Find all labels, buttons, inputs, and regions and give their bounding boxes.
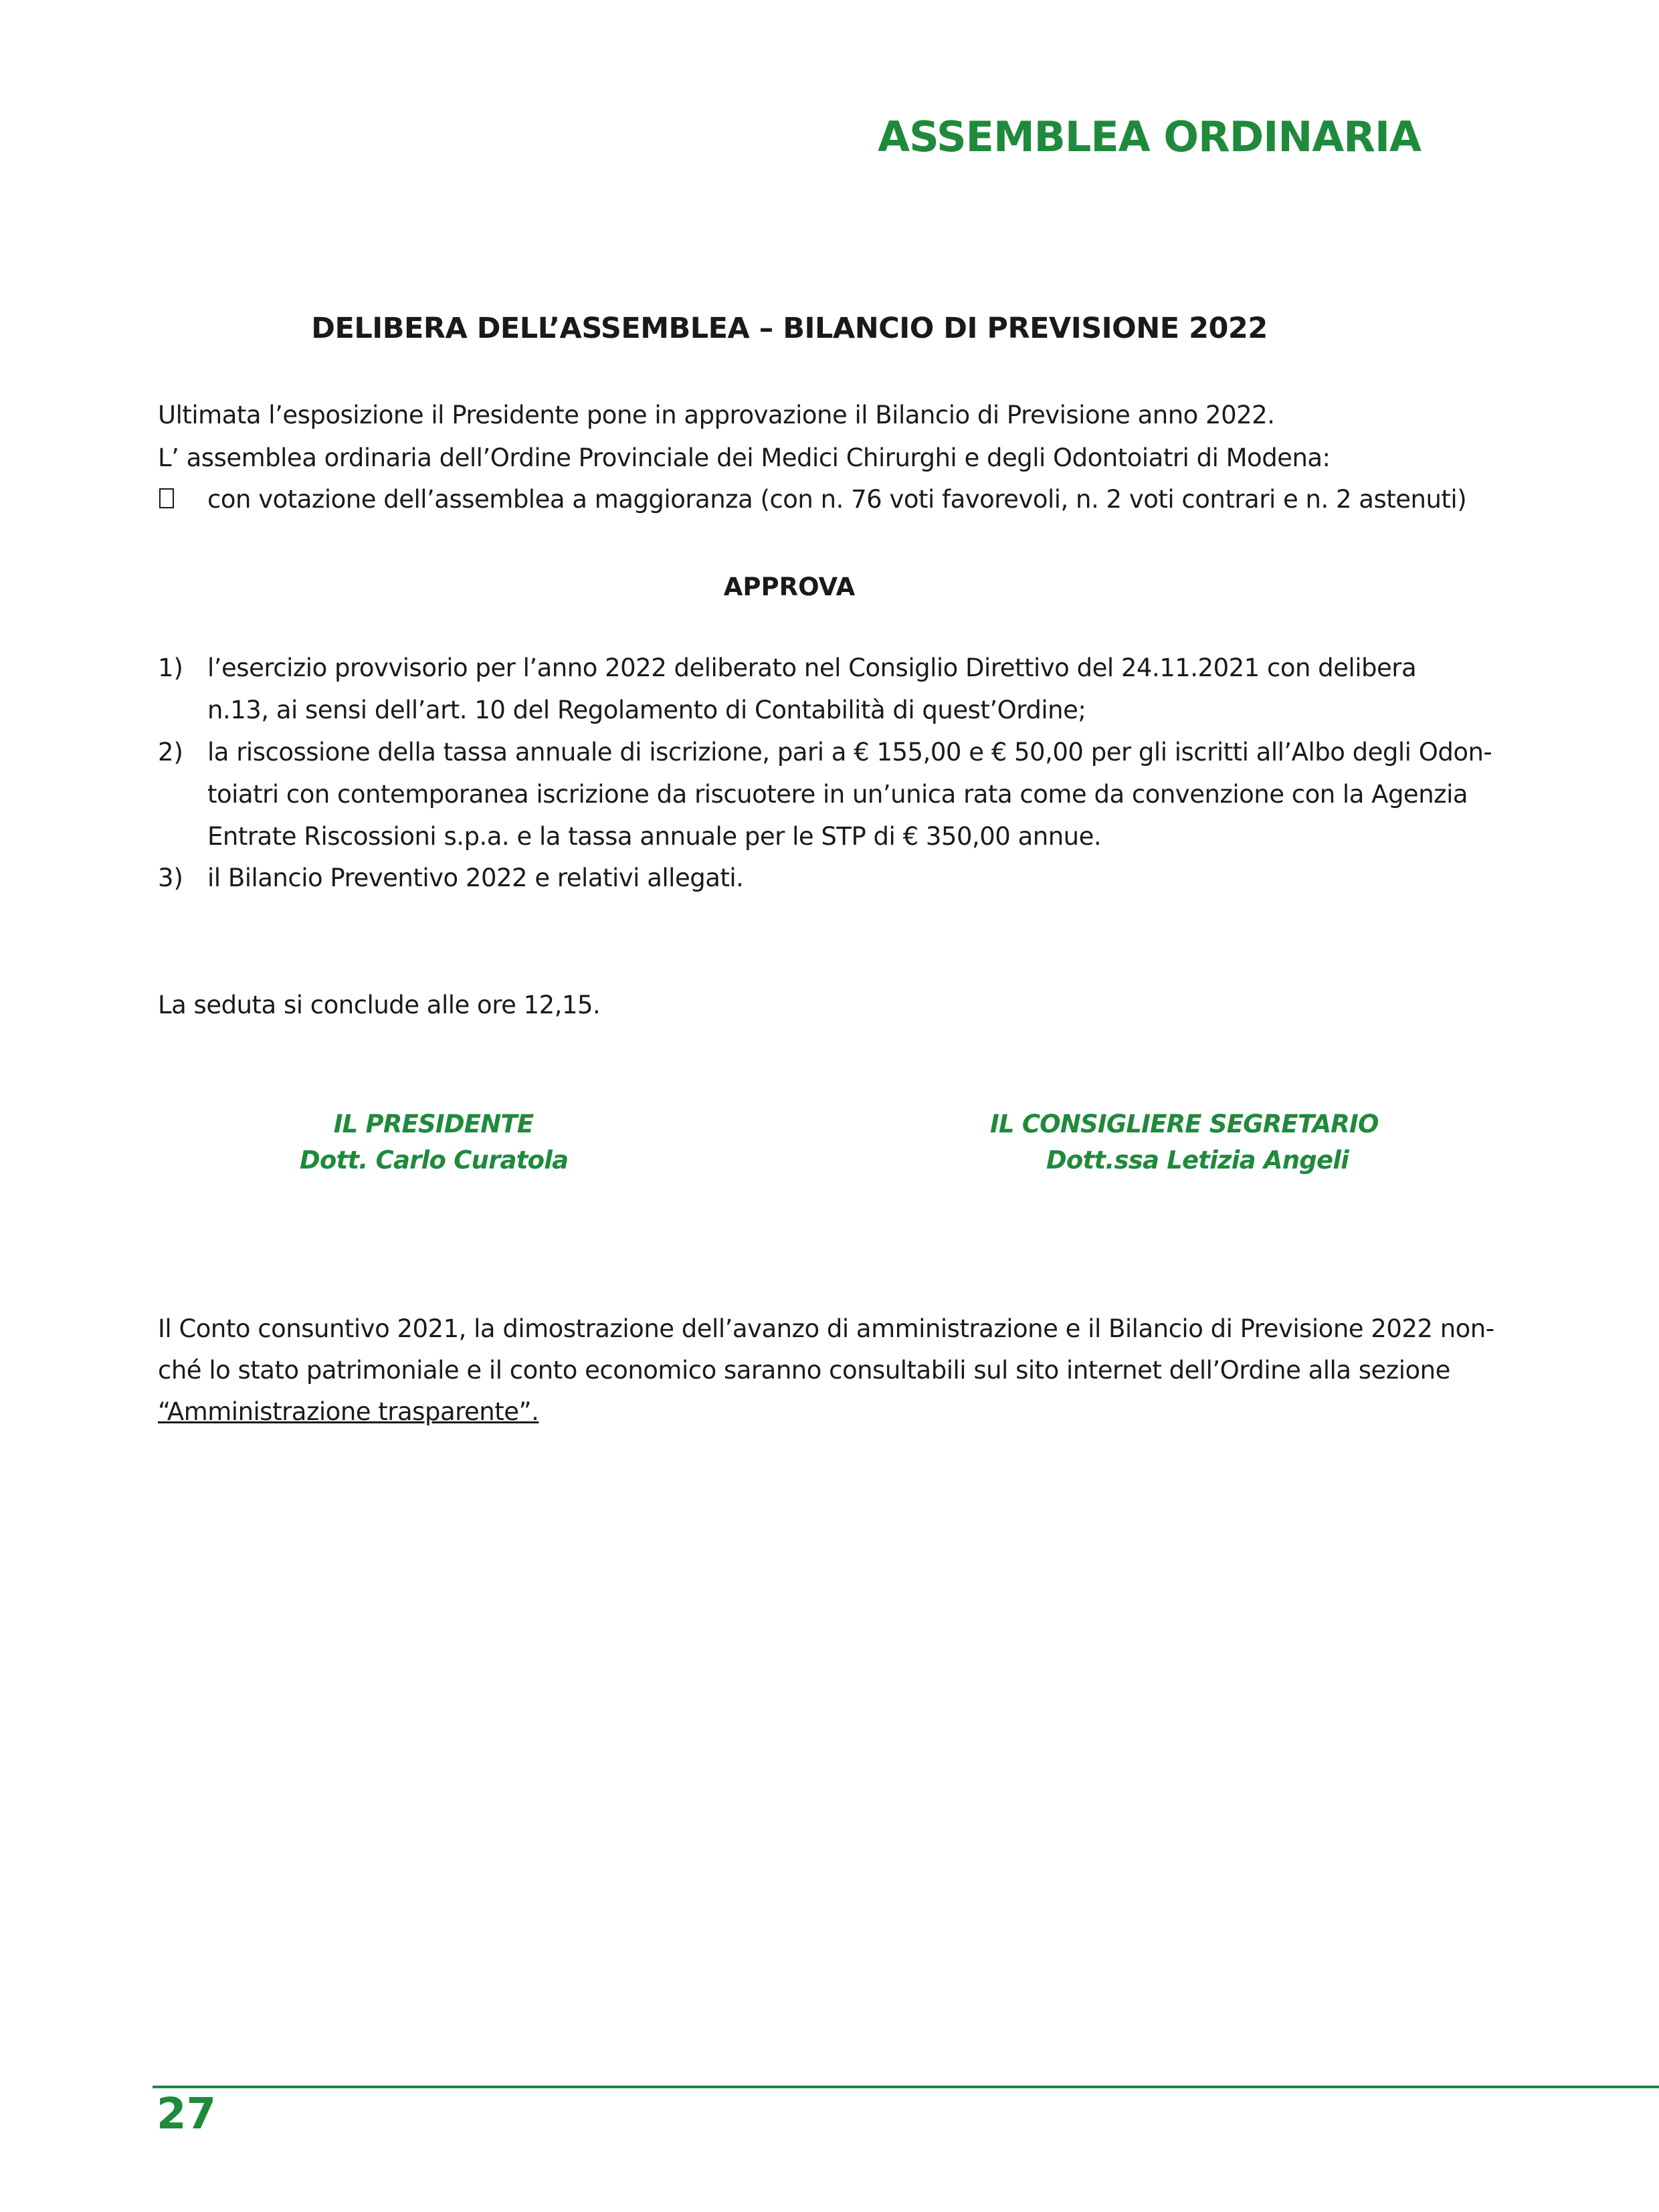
signature-right-role: IL CONSIGLIERE SEGRETARIO: [990, 1110, 1379, 1138]
list-item-line: l’esercizio provvisorio per l’anno 2022 deliberato nel Consiglio Direttivo del 24.11.2021 con delibera: [207, 653, 1417, 682]
approva-heading: APPROVA: [723, 573, 856, 601]
list-item-line: la riscossione della tassa annuale di iscrizione, pari a € 155,00 e € 50,00 per gli iscritti all’Albo degli Odon-: [207, 738, 1492, 767]
signature-left-name: Dott. Carlo Curatola: [300, 1146, 569, 1175]
list-item-number: 2): [158, 738, 183, 767]
note-line: ché lo stato patrimoniale e il conto economico saranno consultabili sul sito internet dell’Ordine alla sezione: [158, 1356, 1450, 1385]
note-line: Il Conto consuntivo 2021, la dimostrazione dell’avanzo di amministrazione e il Bilancio di Previsione 2022 non-: [158, 1314, 1494, 1343]
intro-line: Ultimata l’esposizione il Presidente pone in approvazione il Bilancio di Previsione anno 2022.: [158, 401, 1275, 429]
signature-right-name: Dott.ssa Letizia Angeli: [1046, 1146, 1349, 1175]
list-item-line: toiatri con contemporanea iscrizione da riscuotere in un’unica rata come da convenzione con la Agenzia: [207, 780, 1468, 809]
document-title: DELIBERA DELL’ASSEMBLEA – BILANCIO DI PREVISIONE 2022: [311, 312, 1268, 345]
list-item-line: il Bilancio Preventivo 2022 e relativi allegati.: [207, 864, 744, 892]
signature-left-role: IL PRESIDENTE: [333, 1110, 534, 1138]
bullet-text: con votazione dell’assemblea a maggioranza (con n. 76 voti favorevoli, n. 2 voti contrari e n. 2 astenuti): [207, 485, 1467, 514]
intro-line: L’ assemblea ordinaria dell’Ordine Provinciale dei Medici Chirurghi e degli Odontoiatri di Modena:: [158, 443, 1331, 472]
checkbox-bullet-icon: [159, 488, 174, 508]
section-title: ASSEMBLEA ORDINARIA: [878, 112, 1421, 161]
list-item-number: 3): [158, 864, 183, 892]
list-item-number: 1): [158, 653, 183, 682]
list-item-line: Entrate Riscossioni s.p.a. e la tassa annuale per le STP di € 350,00 annue.: [207, 822, 1102, 851]
list-item-line: n.13, ai sensi dell’art. 10 del Regolamento di Contabilità di quest’Ordine;: [207, 696, 1086, 724]
footer-divider: [153, 2086, 1659, 2088]
closing-line: La seduta si conclude alle ore 12,15.: [158, 991, 601, 1019]
amministrazione-trasparente-link[interactable]: “Amministrazione trasparente”.: [158, 1397, 539, 1426]
page-number: 27: [157, 2090, 217, 2139]
